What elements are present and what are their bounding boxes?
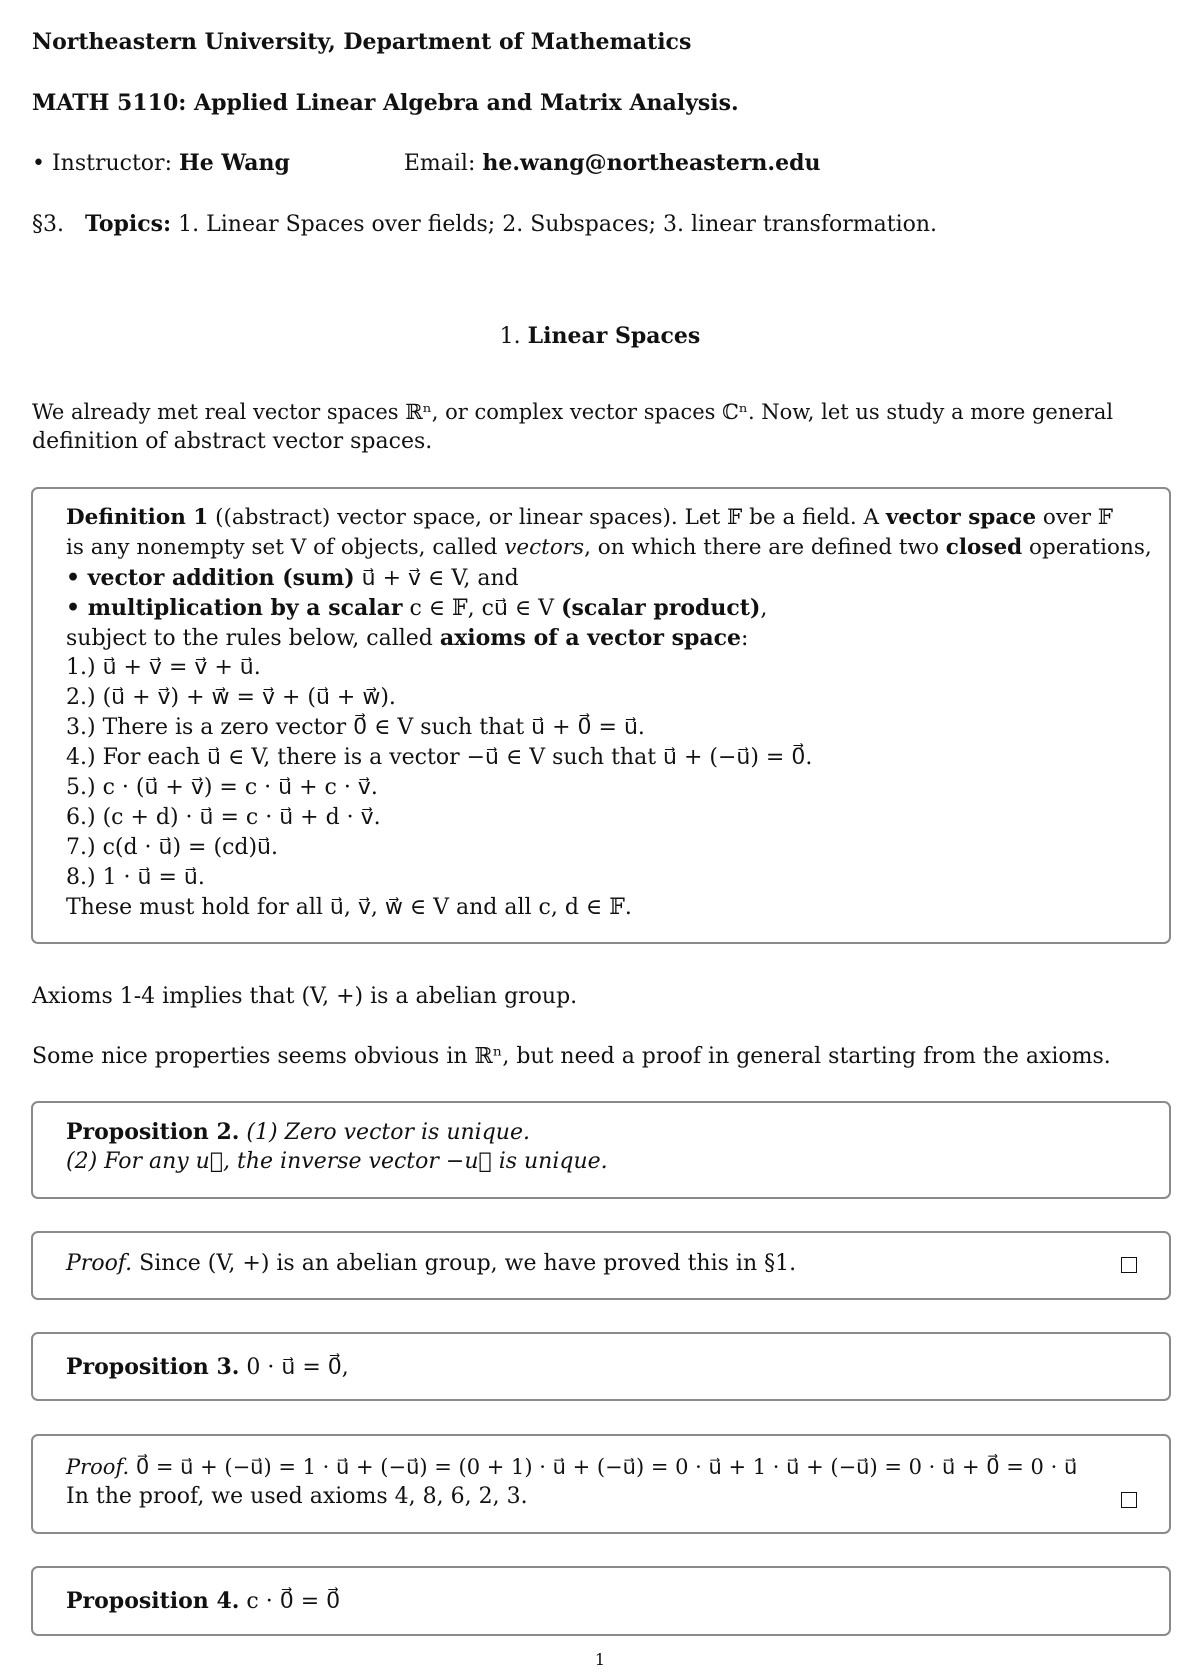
definition-label: Definition 1 — [66, 505, 209, 530]
topics-label: Topics: — [84, 211, 172, 237]
topics-line — [32, 209, 1176, 240]
definition-closed-term: closed — [945, 535, 1023, 560]
proof-1-box — [31, 1231, 1171, 1300]
proposition-4-label: Proposition 4. — [66, 1588, 240, 1614]
proposition-2-box — [31, 1101, 1171, 1199]
axioms-term: axioms of a vector space — [439, 625, 741, 651]
proposition-4-line — [66, 1586, 1139, 1617]
definition-over-field: over 𝔽 — [1036, 505, 1114, 530]
definition-vectors-term: vectors — [504, 535, 585, 560]
email-link[interactable]: he.wang@northeastern.edu — [482, 150, 821, 176]
proof-2-chain: 0⃗ = u⃗ + (−u⃗) = 1 · u⃗ + (−u⃗) = (0 + 1) · u⃗ + (−u⃗) = 0 · u⃗ + 1 · u⃗ + (−u⃗) = 0 · u⃗ + 0⃗ = 0 · u⃗ — [129, 1455, 1078, 1479]
proposition-3-formula: 0 · u⃗ = 0⃗, — [239, 1355, 349, 1380]
proof-2-line-1 — [66, 1452, 1149, 1482]
topics-section: §3. — [32, 212, 64, 237]
qed-square-icon — [1121, 1492, 1137, 1508]
university-line — [32, 27, 1176, 58]
axiom-7: 7.) c(d · u⃗) = (cd)u⃗. — [66, 835, 278, 860]
definition-subject-line — [66, 623, 1139, 654]
proof-1-text: Since (V, +) is an abelian group, we have proved this in §1. — [132, 1251, 797, 1276]
axiom-5: 5.) c · (u⃗ + v⃗) = c · u⃗ + c · v⃗. — [66, 775, 378, 800]
proposition-4-formula: c · 0⃗ = 0⃗ — [239, 1589, 341, 1614]
subject-colon: : — [741, 626, 749, 651]
proposition-3-box — [31, 1332, 1171, 1401]
proof-2-line-2: In the proof, we used axioms 4, 8, 6, 2, 3. — [66, 1484, 528, 1509]
definition-closing: These must hold for all u⃗, v⃗, w⃗ ∈ V and all c, d ∈ 𝔽. — [66, 895, 632, 920]
scalar-product-term: (scalar product) — [561, 595, 761, 621]
intro-line-2: definition of abstract vector spaces. — [32, 429, 433, 454]
proposition-2-label: Proposition 2. — [66, 1119, 240, 1145]
definition-box — [31, 487, 1171, 944]
instructor-line — [32, 148, 1176, 179]
section-title: Linear Spaces — [527, 323, 701, 349]
axiom-1: 1.) u⃗ + v⃗ = v⃗ + u⃗. — [66, 655, 261, 680]
axiom-6: 6.) (c + d) · u⃗ = c · u⃗ + d · v⃗. — [66, 805, 381, 830]
proof-1-line — [66, 1249, 1139, 1279]
section-heading — [0, 321, 1200, 352]
definition-bullet-sum — [66, 563, 1139, 594]
scalar-end: , — [760, 596, 768, 621]
definition-term: vector space — [885, 505, 1037, 530]
properties-note: Some nice properties seems obvious in ℝⁿ, but need a proof in general starting from the axioms. — [32, 1044, 1111, 1069]
proof-1-label: Proof. — [66, 1251, 133, 1276]
qed-square-icon — [1121, 1257, 1137, 1273]
axiom-8: 8.) 1 · u⃗ = u⃗. — [66, 865, 205, 890]
instructor-name: He Wang — [178, 150, 290, 176]
intro-line-1: We already met real vector spaces ℝⁿ, or complex vector spaces ℂⁿ. Now, let us study a more general — [32, 400, 1114, 424]
definition-operations-text: operations, — [1022, 535, 1152, 560]
definition-bullet-scalar — [66, 593, 1139, 624]
proposition-3-label: Proposition 3. — [66, 1354, 240, 1380]
page-number: 1 — [594, 1650, 606, 1669]
axiom-2: 2.) (u⃗ + v⃗) + w⃗ = v⃗ + (u⃗ + w⃗). — [66, 685, 396, 710]
subject-text: subject to the rules below, called — [66, 626, 440, 651]
proposition-2-line-1 — [66, 1117, 1139, 1148]
proposition-4-box — [31, 1566, 1171, 1636]
scalar-term: • multiplication by a scalar — [66, 595, 403, 621]
topics-text: 1. Linear Spaces over fields; 2. Subspaces; 3. linear transformation. — [178, 212, 938, 237]
definition-set-text: is any nonempty set V of objects, called — [66, 535, 505, 560]
proof-2-box — [31, 1434, 1171, 1534]
proposition-2-part-1: (1) Zero vector is unique. — [239, 1120, 530, 1145]
proposition-3-line — [66, 1352, 1139, 1383]
definition-line-1 — [66, 503, 1139, 533]
axiom-3: 3.) There is a zero vector 0⃗ ∈ V such that u⃗ + 0⃗ = u⃗. — [66, 715, 645, 740]
definition-title-text: ((abstract) vector space, or linear spaces). Let 𝔽 be a field. A — [208, 505, 886, 530]
scalar-formula: c ∈ 𝔽, cu⃗ ∈ V — [402, 596, 562, 621]
proposition-2-line-2: (2) For any u⃗, the inverse vector −u⃗ is unique. — [66, 1149, 608, 1174]
instructor-label: • Instructor: — [32, 151, 172, 176]
definition-ops-text: , on which there are defined two — [584, 535, 946, 560]
proof-2-label: Proof. — [66, 1455, 130, 1479]
section-number: 1. — [499, 324, 521, 349]
sum-term: • vector addition (sum) — [66, 565, 355, 591]
course-line — [32, 88, 1176, 119]
axioms-note: Axioms 1-4 implies that (V, +) is a abelian group. — [32, 984, 578, 1009]
university-text: Northeastern University, Department of Mathematics — [32, 29, 692, 55]
definition-line-2 — [66, 533, 1152, 563]
sum-formula: u⃗ + v⃗ ∈ V, and — [354, 566, 519, 591]
email-label: Email: — [403, 151, 476, 176]
course-text: MATH 5110: Applied Linear Algebra and Matrix Analysis. — [32, 90, 739, 116]
axiom-4: 4.) For each u⃗ ∈ V, there is a vector −u⃗ ∈ V such that u⃗ + (−u⃗) = 0⃗. — [66, 745, 813, 770]
